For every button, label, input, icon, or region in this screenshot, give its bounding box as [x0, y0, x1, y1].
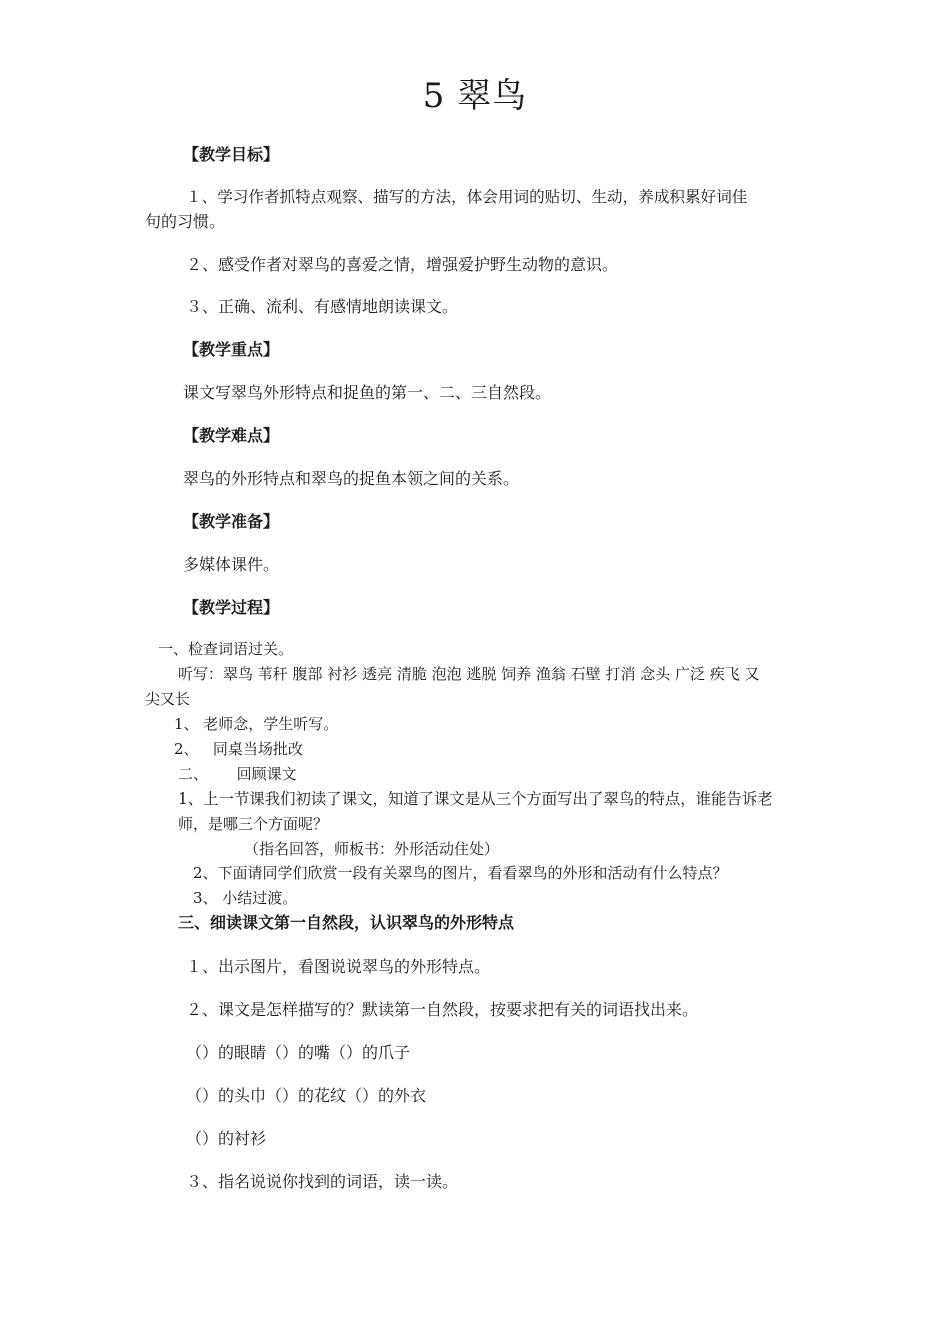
- key-points-text: 课文写翠鸟外形特点和捉鱼的第一、二、三自然段。: [183, 383, 552, 402]
- goal-1-line-2: 句的习惯。: [145, 212, 226, 231]
- fill-blank-line-3: （）的衬衫: [186, 1129, 267, 1148]
- dictation-line-1: 听写：翠鸟 苇秆 腹部 衬衫 透亮 清脆 泡泡 逃脱 饲养 渔翁 石壁 打消 念头 广泛 疾飞 又: [178, 665, 760, 683]
- process-step-3-1: １、出示图片，看图说说翠鸟的外形特点。: [186, 957, 491, 976]
- process-step-3-3: ３、指名说说你找到的词语，读一读。: [186, 1172, 459, 1191]
- difficulties-text: 翠鸟的外形特点和翠鸟的捉鱼本领之间的关系。: [183, 469, 520, 488]
- process-step-2-2: 2、下面请同学们欣赏一段有关翠鸟的图片，看看翠鸟的外形和活动有什么特点？: [193, 864, 728, 882]
- process-step-2-3: 3、 小结过渡。: [193, 889, 298, 907]
- process-step-2-1-note: （指名回答，师板书：外形活动住处）: [244, 840, 500, 858]
- heading-process: 【教学过程】: [183, 598, 280, 617]
- goal-3: ３、正确、流利、有感情地朗读课文。: [186, 297, 459, 316]
- process-step-2-1-line-2: 师，是哪三个方面呢？: [178, 815, 329, 833]
- heading-key-points: 【教学重点】: [183, 340, 280, 359]
- goal-2: ２、感受作者对翠鸟的喜爱之情，增强爱护野生动物的意识。: [186, 255, 619, 274]
- heading-preparation: 【教学准备】: [183, 512, 280, 531]
- document-title: 5 翠鸟: [422, 76, 528, 116]
- process-step-3-2: ２、课文是怎样描写的？默读第一自然段，按要求把有关的词语找出来。: [186, 1000, 699, 1019]
- goal-1-line-1: １、学习作者抓特点观察、描写的方法，体会用词的贴切、生动，养成积累好词佳: [186, 188, 748, 206]
- process-step-1: 一、检查词语过关。: [158, 640, 294, 658]
- fill-blank-line-1: （）的眼睛（）的嘴（）的爪子: [186, 1043, 411, 1062]
- process-step-2-1-line-1: 1、上一节课我们初读了课文，知道了课文是从三个方面写出了翠鸟的特点，谁能告诉老: [178, 790, 773, 808]
- heading-difficulties: 【教学难点】: [183, 426, 280, 445]
- process-step-2: 二、 回顾课文: [178, 765, 297, 783]
- heading-teaching-goals: 【教学目标】: [183, 145, 280, 164]
- fill-blank-line-2: （）的头巾（）的花纹（）的外衣: [186, 1086, 427, 1105]
- process-step-1-1: 1、 老师念，学生听写。: [174, 715, 339, 733]
- process-step-1-2: 2、 同桌当场批改: [174, 740, 303, 758]
- preparation-text: 多媒体课件。: [183, 555, 280, 574]
- process-step-3: 三、细读课文第一自然段，认识翠鸟的外形特点: [178, 913, 515, 932]
- dictation-line-2: 尖又长: [145, 690, 191, 708]
